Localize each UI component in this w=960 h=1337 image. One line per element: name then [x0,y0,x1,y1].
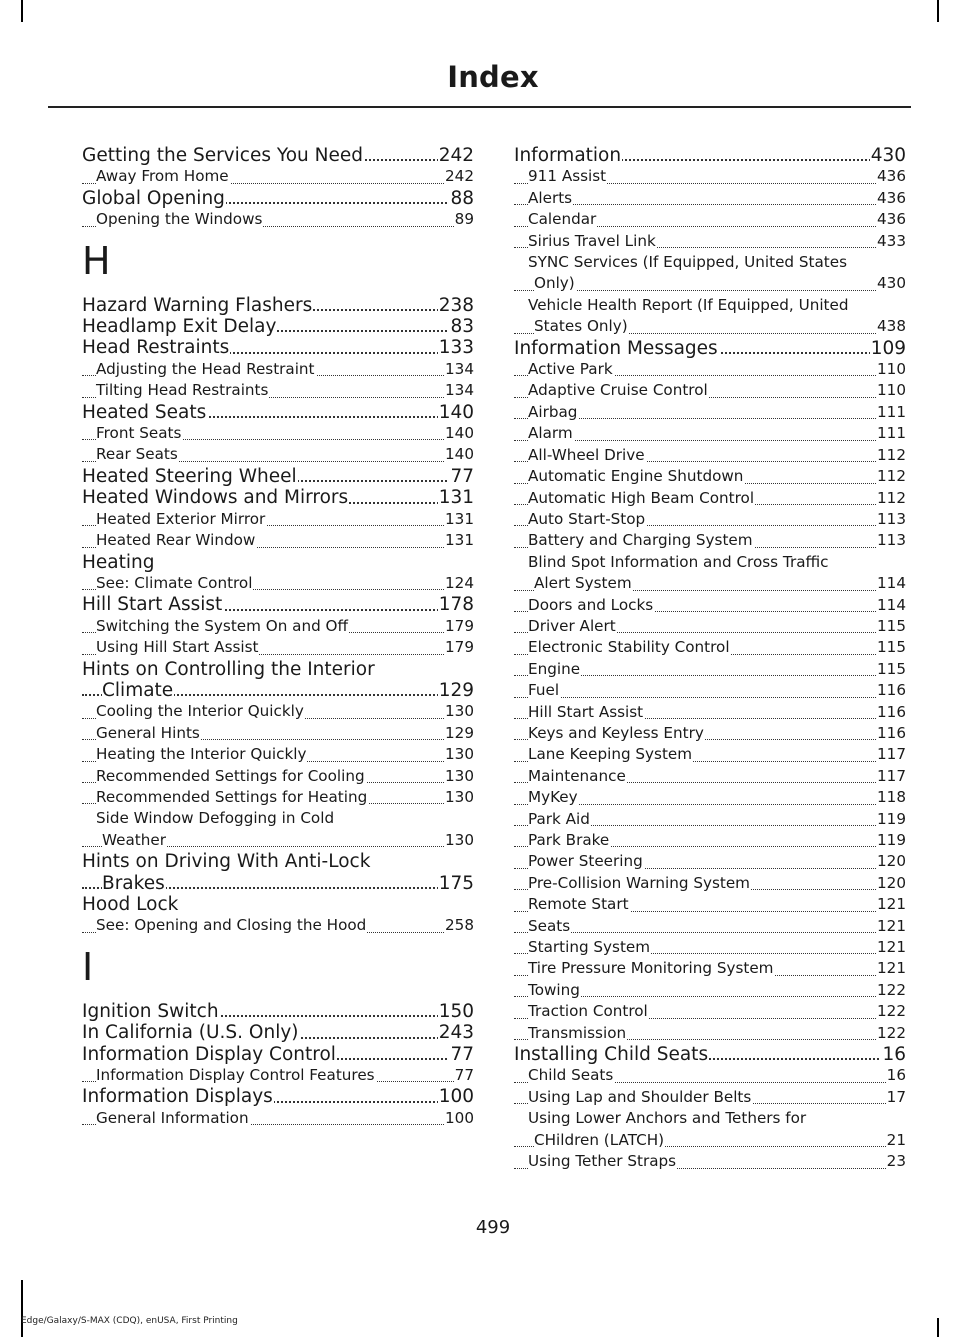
entry-page-number: 430 [870,145,906,166]
index-subentry[interactable] [514,680,906,701]
index-subentry[interactable] [82,573,474,594]
entry-page-number: 83 [450,316,474,338]
entry-page-number: 120 [876,851,906,872]
entry-label: Heated Seats [82,401,207,423]
entry-label: States Only) [534,317,628,336]
entry-page-number: 140 [444,423,474,444]
index-subentry[interactable] [82,1065,474,1086]
entry-label: Battery and Charging System [528,531,753,550]
entry-page-number: 243 [438,1022,474,1044]
entry-page-number: 23 [886,1151,906,1172]
entry-label: Child Seats [528,1066,614,1085]
index-subentry[interactable] [514,445,906,466]
entry-page-number: 121 [876,894,906,915]
dot-leader [514,697,906,698]
index-subentry[interactable] [514,209,906,230]
index-subentry[interactable] [82,444,474,465]
entry-page-number: 178 [438,594,474,616]
index-subentry[interactable] [82,509,474,530]
index-subentry[interactable] [514,744,906,765]
entry-label: Alerts [528,188,573,207]
entry-page-number: 150 [438,1000,474,1022]
entry-page-number: 122 [876,1001,906,1022]
entry-label: Heating [82,551,155,573]
index-subentry[interactable] [82,637,474,658]
page-number: 499 [475,1217,511,1238]
entry-label: Driver Alert [528,616,616,635]
entry-label: Heated Windows and Mirrors [82,487,349,509]
entry-label: Cooling the Interior Quickly [96,702,304,721]
entry-page-number: 115 [876,659,906,680]
entry-label: Adjusting the Head Restraint [96,359,315,378]
entry-label: MyKey [528,788,578,807]
entry-page-number: 131 [438,487,474,509]
entry-page-number: 115 [876,637,906,658]
entry-label: Traction Control [528,1002,648,1021]
entry-page-number: 140 [438,401,474,423]
crop-mark-top-left [21,0,23,22]
entry-label: Hints on Driving With Anti-Lock [82,851,371,873]
index-subentry[interactable] [514,573,906,594]
index-subentry[interactable] [514,1130,906,1151]
entry-label: Climate [102,679,174,701]
entry-label: Park Brake [528,831,610,849]
entry-label: Information Displays [82,1086,273,1108]
entry-page-number: 100 [438,1086,474,1108]
entry-label: Using Lap and Shoulder Belts [528,1087,752,1106]
entry-page-number: 258 [444,915,474,936]
entry-label: Away From Home [96,167,229,186]
entry-label: Tire Pressure Monitoring System [528,959,774,978]
entry-label: Using Lower Anchors and Tethers for [528,1109,807,1128]
entry-page-number: 436 [876,166,906,187]
entry-page-number: 130 [444,787,474,808]
index-subentry[interactable] [82,1108,474,1129]
index-subentry[interactable] [514,766,906,787]
entry-label: Hill Start Assist [82,594,223,616]
crop-mark-bottom-left [21,1280,23,1337]
index-subentry[interactable] [514,659,906,680]
entry-page-number: 109 [870,337,906,359]
index-subentry[interactable] [514,637,906,658]
index-subentry[interactable] [514,380,906,401]
entry-label: Hazard Warning Flashers [82,294,313,316]
entry-label: Active Park [528,360,613,379]
entry-label: Using Hill Start Assist [96,638,259,657]
index-subentry[interactable] [514,787,906,808]
index-subentry[interactable] [514,723,906,744]
index-subentry[interactable] [82,423,474,444]
entry-page-number: 21 [886,1130,906,1151]
entry-label: Automatic High Beam Control [528,488,755,507]
entry-label: Headlamp Exit Delay [82,316,277,338]
index-subentry[interactable] [82,723,474,744]
entry-label: Maintenance [528,766,626,785]
entry-page-number: 124 [444,573,474,594]
entry-page-number: 433 [876,231,906,252]
entry-page-number: 116 [876,723,906,744]
entry-label: Switching the System On and Off [96,616,348,635]
index-column-left [82,145,474,1129]
entry-label: Heating the Interior Quickly [96,745,307,764]
index-entry[interactable] [514,338,906,359]
entry-label: Recommended Settings for Heating [96,787,368,806]
entry-label: SYNC Services (If Equipped, United States [528,253,848,272]
index-subentry[interactable] [82,744,474,765]
entry-label: Alert System [534,574,632,593]
entry-label: Park Aid [528,809,590,828]
index-subentry[interactable] [514,851,906,872]
footer-edition: Edge/Galaxy/S-MAX (CDQ), enUSA, First Printing [21,1316,238,1326]
entry-label: Ignition Switch [82,1000,219,1022]
index-subentry[interactable] [514,702,906,723]
entry-label: Heated Rear Window [96,531,256,550]
index-subentry[interactable] [514,423,906,444]
index-subentry[interactable] [514,809,906,830]
entry-label: Information Messages [514,337,718,359]
index-subentry[interactable] [82,359,474,380]
index-subentry[interactable] [82,209,474,230]
index-subentry[interactable] [514,830,906,851]
entry-label: Calendar [528,210,597,229]
entry-label: Recommended Settings for Cooling [96,766,365,785]
entry-label: Towing [528,980,580,999]
entry-label: Alarm [528,424,573,443]
index-section-letter: H [82,238,111,283]
entry-label: Heated Steering Wheel [82,465,297,487]
entry-page-number: 130 [444,830,474,851]
index-subentry[interactable] [514,488,906,509]
entry-page-number: 436 [876,209,906,230]
entry-label: Auto Start-Stop [528,509,646,528]
index-entry[interactable] [82,552,474,573]
entry-page-number: 115 [876,616,906,637]
entry-label: General Information [96,1108,249,1127]
entry-page-number: 131 [444,530,474,551]
entry-page-number: 77 [454,1065,474,1086]
entry-page-number: 438 [876,316,906,337]
entry-label: See: Opening and Closing the Hood [96,916,367,935]
index-subentry[interactable] [82,701,474,722]
entry-page-number: 130 [444,701,474,722]
entry-page-number: 129 [438,679,474,701]
entry-label: Electronic Stability Control [528,638,730,657]
entry-page-number: 88 [450,187,474,209]
entry-label: Transmission [528,1023,627,1042]
entry-page-number: 110 [876,359,906,380]
entry-page-number: 129 [444,723,474,744]
entry-page-number: 430 [876,273,906,294]
entry-page-number: 175 [438,872,474,894]
entry-page-number: 111 [876,423,906,444]
index-subentry[interactable] [514,316,906,337]
entry-page-number: 140 [444,444,474,465]
entry-page-number: 119 [876,809,906,830]
entry-page-number: 114 [876,573,906,594]
entry-label: See: Climate Control [96,573,253,592]
index-subentry[interactable] [82,808,474,829]
index-entry[interactable] [82,594,474,615]
index-subentry[interactable] [514,466,906,487]
index-subentry[interactable] [514,1065,906,1086]
entry-page-number: 112 [876,466,906,487]
index-entry[interactable] [82,145,474,166]
index-subentry[interactable] [82,787,474,808]
entry-page-number: 77 [450,1043,474,1065]
entry-label: Only) [534,274,575,293]
index-subentry[interactable] [82,380,474,401]
entry-label: Sirius Travel Link [528,231,656,250]
crop-mark-top-right [937,0,939,22]
entry-page-number: 112 [876,445,906,466]
index-subentry[interactable] [514,188,906,209]
index-subentry[interactable] [514,595,906,616]
entry-page-number: 119 [876,830,906,851]
entry-label: Airbag [528,402,578,421]
entry-page-number: 89 [454,209,474,230]
index-subentry[interactable] [514,916,906,937]
index-entry[interactable] [514,145,906,166]
entry-label: Blind Spot Information and Cross Traffic [528,552,829,571]
index-subentry[interactable] [514,1023,906,1044]
entry-page-number: 121 [876,916,906,937]
entry-page-number: 242 [444,166,474,187]
index-subentry[interactable] [514,166,906,187]
entry-label: Global Opening [82,187,225,209]
page-title: Index [447,60,539,94]
entry-page-number: 122 [876,1023,906,1044]
entry-page-number: 111 [876,402,906,423]
index-subentry[interactable] [82,616,474,637]
entry-label: Rear Seats [96,445,178,464]
entry-label: General Hints [96,723,200,742]
index-subentry[interactable] [514,1087,906,1108]
entry-label: Hood Lock [82,894,179,915]
index-entry[interactable] [82,402,474,423]
entry-page-number: 131 [444,509,474,530]
index-subentry[interactable] [514,273,906,294]
entry-label: Installing Child Seats [514,1044,709,1066]
entry-page-number: 116 [876,702,906,723]
entry-page-number: 116 [876,680,906,701]
entry-page-number: 113 [876,509,906,530]
entry-page-number: 100 [444,1108,474,1129]
entry-label: Hill Start Assist [528,702,644,721]
index-entry[interactable] [82,188,474,209]
entry-page-number: 113 [876,530,906,551]
entry-label: Tilting Head Restraints [96,381,269,400]
entry-label: CHildren (LATCH) [534,1130,665,1149]
index-subentry[interactable] [514,894,906,915]
index-entry[interactable] [82,337,474,358]
index-section-letter: I [82,944,94,989]
entry-label: Head Restraints [82,337,230,359]
entry-label: Hints on Controlling the Interior [82,658,375,680]
entry-page-number: 133 [438,337,474,359]
index-subentry[interactable] [514,295,906,316]
entry-page-number: 77 [450,465,474,487]
index-subentry[interactable] [82,530,474,551]
index-subentry[interactable] [82,166,474,187]
entry-page-number: 17 [886,1087,906,1108]
index-subentry[interactable] [514,252,906,273]
index-column-right [514,145,906,1173]
index-subentry[interactable] [82,830,474,851]
index-entry[interactable] [82,1044,474,1065]
entry-label: Vehicle Health Report (If Equipped, United [528,295,849,314]
index-subentry[interactable] [514,1001,906,1022]
entry-label: Using Tether Straps [528,1152,677,1171]
entry-label: Getting the Services You Need [82,145,363,166]
index-entry[interactable] [82,873,474,894]
entry-page-number: 114 [876,595,906,616]
index-subentry[interactable] [514,873,906,894]
entry-page-number: 134 [444,380,474,401]
entry-page-number: 121 [876,937,906,958]
index-subentry[interactable] [514,509,906,530]
entry-label: Fuel [528,681,560,700]
index-entry[interactable] [82,659,474,680]
entry-page-number: 238 [438,294,474,316]
index-entry[interactable] [82,894,474,915]
entry-label: Starting System [528,938,651,957]
title-rule [48,106,911,108]
entry-page-number: 117 [876,744,906,765]
index-entry[interactable] [82,316,474,337]
entry-label: Automatic Engine Shutdown [528,467,744,486]
entry-label: Remote Start [528,895,629,914]
entry-label: Heated Exterior Mirror [96,509,266,528]
entry-label: Weather [102,830,166,849]
index-subentry[interactable] [514,359,906,380]
entry-page-number: 130 [444,766,474,787]
dot-leader [514,932,906,933]
entry-label: Seats [528,916,571,935]
entry-page-number: 130 [444,744,474,765]
index-subentry[interactable] [514,530,906,551]
entry-label: Lane Keeping System [528,745,693,764]
index-entry[interactable] [82,1001,474,1022]
entry-label: All-Wheel Drive [528,445,645,464]
entry-page-number: 121 [876,958,906,979]
index-entry[interactable] [82,680,474,701]
entry-page-number: 179 [444,637,474,658]
entry-page-number: 16 [886,1065,906,1086]
entry-page-number: 242 [438,145,474,166]
entry-page-number: 134 [444,359,474,380]
entry-page-number: 179 [444,616,474,637]
entry-label: Opening the Windows [96,210,263,229]
index-subentry[interactable] [514,980,906,1001]
entry-page-number: 110 [876,380,906,401]
index-subentry[interactable] [82,766,474,787]
entry-label: Pre-Collision Warning System [528,873,750,892]
index-entry[interactable] [82,466,474,487]
entry-label: Information [514,145,622,166]
entry-page-number: 120 [876,873,906,894]
index-subentry[interactable] [514,402,906,423]
index-subentry[interactable] [514,958,906,979]
entry-page-number: 122 [876,980,906,1001]
entry-label: Doors and Locks [528,595,654,614]
index-subentry[interactable] [82,915,474,936]
entry-label: Brakes [102,872,165,894]
index-entry[interactable] [82,487,474,508]
entry-label: Front Seats [96,424,182,443]
entry-label: Side Window Defogging in Cold [96,809,335,828]
crop-mark-bottom-right [937,1318,939,1337]
entry-label: Information Display Control Features [96,1066,375,1085]
entry-label: Keys and Keyless Entry [528,723,704,742]
index-subentry[interactable] [514,552,906,573]
entry-page-number: 16 [882,1044,906,1066]
index-entry[interactable] [82,1022,474,1043]
entry-label: Engine [528,659,581,678]
entry-label: Power Steering [528,852,643,871]
index-subentry[interactable] [514,1151,906,1172]
entry-label: In California (U.S. Only) [82,1022,299,1044]
entry-page-number: 118 [876,787,906,808]
index-subentry[interactable] [514,1108,906,1129]
index-entry[interactable] [82,1086,474,1107]
index-entry[interactable] [82,295,474,316]
entry-page-number: 117 [876,766,906,787]
entry-label: Adaptive Cruise Control [528,381,708,400]
entry-label: 911 Assist [528,167,607,186]
entry-label: Information Display Control [82,1043,336,1065]
entry-page-number: 436 [876,188,906,209]
index-subentry[interactable] [514,616,906,637]
index-entry[interactable] [82,851,474,872]
index-subentry[interactable] [514,937,906,958]
entry-page-number: 112 [876,488,906,509]
index-entry[interactable] [514,1044,906,1065]
index-subentry[interactable] [514,231,906,252]
